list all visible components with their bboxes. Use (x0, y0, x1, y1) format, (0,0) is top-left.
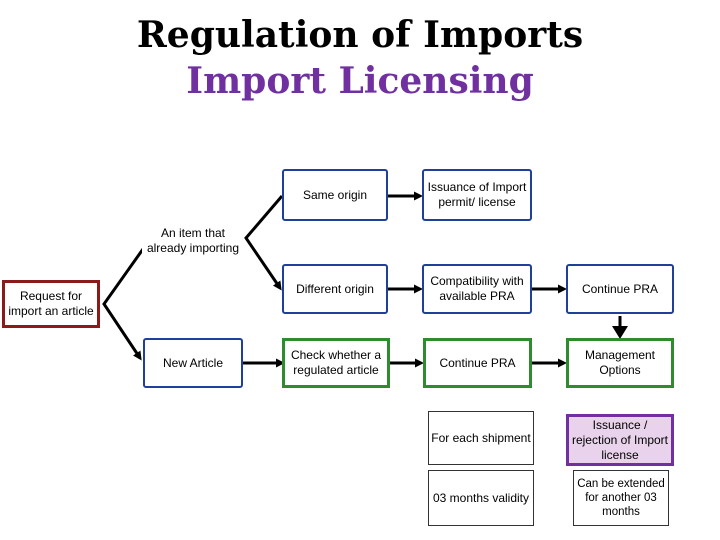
new-article-node: New Article (143, 338, 243, 388)
page-subtitle: Import Licensing (186, 60, 534, 102)
each-shipment-node: For each shipment (428, 411, 534, 465)
request-node: Request for import an article (2, 280, 100, 328)
different-origin-node: Different origin (282, 264, 388, 314)
extended-node: Can be extended for another 03 months (573, 470, 669, 526)
continue-pra-right-node: Continue PRA (566, 264, 674, 314)
compatibility-node: Compatibility with available PRA (422, 264, 532, 314)
validity-node: 03 months validity (428, 470, 534, 526)
same-origin-node: Same origin (282, 169, 388, 221)
check-regulated-node: Check whether a regulated article (282, 338, 390, 388)
issuance-permit-node: Issuance of Import permit/ license (422, 169, 532, 221)
fork-item (246, 196, 282, 288)
continue-pra-middle-node: Continue PRA (423, 338, 532, 388)
management-options-node: Management Options (566, 338, 674, 388)
issuance-rejection-node: Issuance / rejection of Import license (566, 414, 674, 466)
page-title: Regulation of Imports (136, 14, 584, 56)
item-importing-node: An item that already importing (142, 213, 244, 269)
